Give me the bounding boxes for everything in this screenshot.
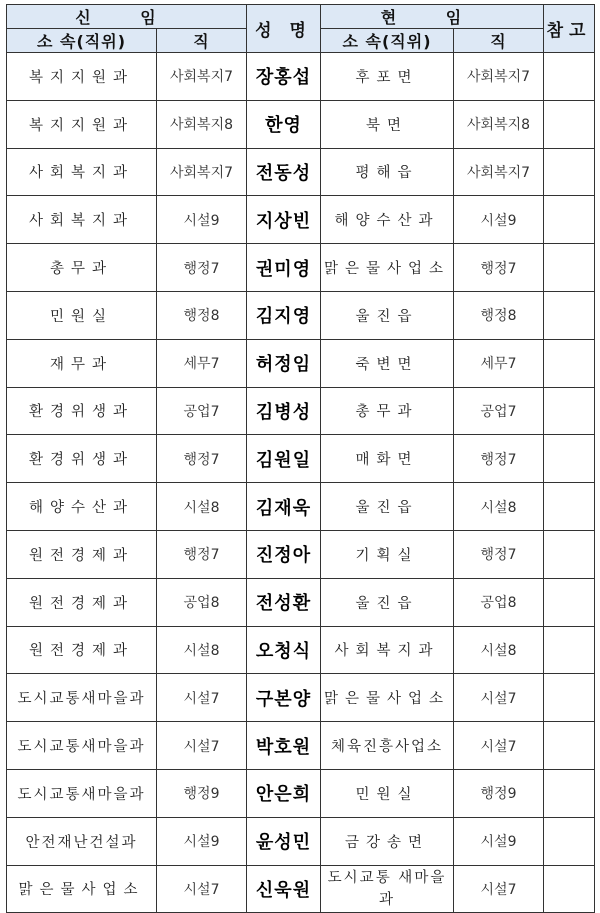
new-department-cell: 도시교통새마을과 [7,722,157,770]
new-department-cell: 원전경제과 [7,626,157,674]
new-rank-cell: 행정9 [157,769,247,817]
employee-name-cell: 김재욱 [247,483,321,531]
table-row [7,244,595,292]
new-rank-cell: 시설8 [157,483,247,531]
new-department-cell: 사회복지과 [7,148,157,196]
note-header: 참고 [544,5,595,53]
new-rank-cell: 사회복지7 [157,53,247,101]
new-rank-cell: 시설7 [157,674,247,722]
new-department-cell: 환경위생과 [7,387,157,435]
new-department-cell: 원전경제과 [7,578,157,626]
table-row [7,435,595,483]
current-department-cell: 후포면 [321,53,454,101]
new-position-header: 신 임 [7,5,247,29]
new-department-cell: 해양수산과 [7,483,157,531]
current-department-cell: 체육진흥사업소 [321,722,454,770]
new-department-cell: 복지지원과 [7,53,157,101]
new-department-cell: 복지지원과 [7,100,157,148]
current-department-cell: 매화면 [321,435,454,483]
current-rank-cell: 시설8 [454,626,544,674]
note-cell [544,387,595,435]
new-department-cell: 사회복지과 [7,196,157,244]
note-cell [544,148,595,196]
current-department-cell: 금강송면 [321,817,454,865]
employee-name-cell: 김병성 [247,387,321,435]
current-department-cell: 해양수산과 [321,196,454,244]
new-rank-cell: 행정8 [157,291,247,339]
note-cell [544,722,595,770]
current-department-cell: 맑은물사업소 [321,244,454,292]
table-row [7,53,595,101]
employee-name-cell: 윤성민 [247,817,321,865]
current-department-cell: 울진읍 [321,578,454,626]
current-rank-cell: 행정9 [454,769,544,817]
new-department-cell: 도시교통새마을과 [7,674,157,722]
current-rank-cell: 세무7 [454,339,544,387]
note-cell [544,530,595,578]
table-row [7,291,595,339]
note-cell [544,339,595,387]
table-row [7,626,595,674]
current-department-cell: 민원실 [321,769,454,817]
current-rank-cell: 공업7 [454,387,544,435]
table-row [7,196,595,244]
note-cell [544,291,595,339]
new-department-cell: 환경위생과 [7,435,157,483]
employee-name-cell: 박호원 [247,722,321,770]
current-rank-cell: 행정8 [454,291,544,339]
new-department-cell: 안전재난건설과 [7,817,157,865]
new-rank-cell: 시설8 [157,626,247,674]
employee-name-cell: 전동성 [247,148,321,196]
note-cell [544,626,595,674]
current-rank-cell: 사회복지7 [454,53,544,101]
table-row [7,483,595,531]
table-row [7,578,595,626]
current-rank-cell: 사회복지8 [454,100,544,148]
new-rank-cell: 행정7 [157,530,247,578]
current-rank-cell: 공업8 [454,578,544,626]
current-department-cell: 도시교통 새마을과 [321,865,454,913]
current-department-cell: 울진읍 [321,483,454,531]
employee-name-cell: 진정아 [247,530,321,578]
new-rank-cell: 세무7 [157,339,247,387]
new-department-cell: 도시교통새마을과 [7,769,157,817]
new-rank-cell: 시설9 [157,817,247,865]
table-row [7,722,595,770]
new-rank-header: 직 [157,29,247,53]
new-rank-cell: 시설9 [157,196,247,244]
note-cell [544,674,595,722]
new-rank-cell: 시설7 [157,865,247,913]
table-row [7,865,595,913]
employee-name-cell: 김원일 [247,435,321,483]
current-department-cell: 사회복지과 [321,626,454,674]
employee-name-cell: 권미영 [247,244,321,292]
new-rank-cell: 공업8 [157,578,247,626]
employee-name-cell: 전성환 [247,578,321,626]
employee-name-cell: 구본양 [247,674,321,722]
current-affiliation-header: 소 속(직위) [321,29,454,53]
note-cell [544,483,595,531]
note-cell [544,244,595,292]
employee-name-cell: 신욱원 [247,865,321,913]
employee-name-cell: 지상빈 [247,196,321,244]
current-department-cell: 맑은물사업소 [321,674,454,722]
employee-name-cell: 한영 [247,100,321,148]
note-cell [544,196,595,244]
table-row [7,769,595,817]
new-rank-cell: 행정7 [157,244,247,292]
new-department-cell: 재무과 [7,339,157,387]
new-affiliation-header: 소 속(직위) [7,29,157,53]
table-row [7,674,595,722]
current-department-cell: 북면 [321,100,454,148]
new-department-cell: 맑은물사업소 [7,865,157,913]
table-row [7,339,595,387]
current-rank-cell: 사회복지7 [454,148,544,196]
note-cell [544,100,595,148]
table-body [7,53,595,913]
current-rank-cell: 행정7 [454,530,544,578]
new-rank-cell: 사회복지8 [157,100,247,148]
note-cell [544,817,595,865]
table-row [7,100,595,148]
table-row [7,148,595,196]
employee-name-cell: 허정임 [247,339,321,387]
current-rank-cell: 시설7 [454,722,544,770]
table-row [7,817,595,865]
new-rank-cell: 공업7 [157,387,247,435]
note-cell [544,578,595,626]
new-rank-cell: 행정7 [157,435,247,483]
new-department-cell: 민원실 [7,291,157,339]
current-department-cell: 평해읍 [321,148,454,196]
new-rank-cell: 시설7 [157,722,247,770]
note-cell [544,53,595,101]
employee-name-cell: 김지영 [247,291,321,339]
current-department-cell: 울진읍 [321,291,454,339]
employee-name-cell: 오청식 [247,626,321,674]
note-cell [544,435,595,483]
current-rank-cell: 시설8 [454,483,544,531]
current-rank-cell: 시설9 [454,196,544,244]
name-header: 성 명 [247,5,321,53]
current-rank-cell: 시설9 [454,817,544,865]
table-row [7,530,595,578]
new-rank-cell: 사회복지7 [157,148,247,196]
note-cell [544,865,595,913]
new-department-cell: 총무과 [7,244,157,292]
current-department-cell: 죽변면 [321,339,454,387]
current-rank-header: 직 [454,29,544,53]
personnel-transfer-table [6,4,595,913]
table-row [7,387,595,435]
current-rank-cell: 시설7 [454,865,544,913]
current-department-cell: 기획실 [321,530,454,578]
current-department-cell: 총무과 [321,387,454,435]
new-department-cell: 원전경제과 [7,530,157,578]
current-rank-cell: 행정7 [454,244,544,292]
current-rank-cell: 행정7 [454,435,544,483]
current-position-header: 현 임 [321,5,544,29]
current-rank-cell: 시설7 [454,674,544,722]
note-cell [544,769,595,817]
employee-name-cell: 안은희 [247,769,321,817]
employee-name-cell: 장홍섭 [247,53,321,101]
